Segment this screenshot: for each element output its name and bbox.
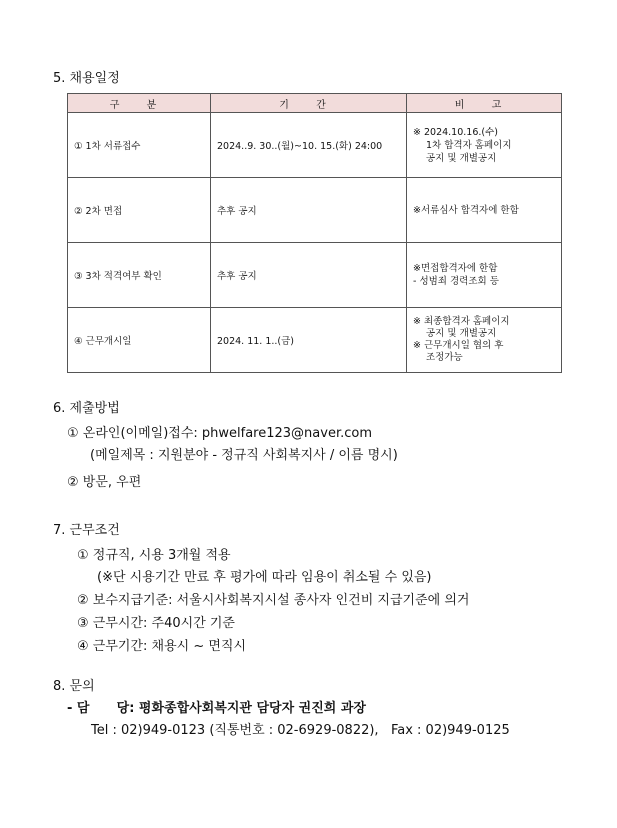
row4-note-4: 조정가능 xyxy=(426,352,463,363)
row3-period: 추후 공지 xyxy=(211,243,407,308)
section8-title: 8. 문의 xyxy=(53,679,95,694)
condition-3: ③ 근무시간: 주40시간 기준 xyxy=(77,616,235,631)
row1-notes xyxy=(407,113,562,178)
row2-period: 추후 공지 xyxy=(211,178,407,243)
contact-person: - 담 당: 평화종합사회복지관 담당자 권진희 과장 xyxy=(67,701,366,716)
contact-phone: Tel : 02)949-0123 (직통번호 : 02-6929-0822), Fax : 02)949-0125 xyxy=(91,723,510,738)
condition-1: ① 정규직, 시용 3개월 적용 xyxy=(77,548,231,563)
submit-visit-mail: ② 방문, 우편 xyxy=(67,475,142,490)
row2-step: ② 2차 면접 xyxy=(68,178,211,243)
row1-step: ① 1차 서류접수 xyxy=(68,113,211,178)
header-period: 기 간 xyxy=(211,94,407,113)
row4-note-3: ※ 근무개시일 협의 후 xyxy=(413,340,504,351)
section5-title: 5. 채용일정 xyxy=(53,71,120,86)
row2-note-1: ※서류심사 합격자에 한함 xyxy=(413,204,519,216)
row4-note-1: ※ 최종합격자 홈페이지 xyxy=(413,316,510,327)
header-notes: 비 고 xyxy=(407,94,562,113)
row1-note-2: 1차 합격자 홈페이지 xyxy=(426,139,512,151)
row1-note-1: ※ 2024.10.16.(수) xyxy=(413,126,498,138)
row3-step: ③ 3차 적격여부 확인 xyxy=(68,243,211,308)
row2-notes xyxy=(407,178,562,243)
row4-step: ④ 근무개시일 xyxy=(68,308,211,373)
table-row xyxy=(68,308,562,373)
table-row xyxy=(68,178,562,243)
table-header-row xyxy=(68,94,562,113)
submit-online: ① 온라인(이메일)접수: phwelfare123@naver.com xyxy=(67,426,372,441)
section7-title: 7. 근무조건 xyxy=(53,523,120,538)
row3-note-1: ※면접합격자에 한함 xyxy=(413,263,498,274)
section6-title: 6. 제출방법 xyxy=(53,401,120,416)
condition-2: ② 보수지급기준: 서울시사회복지시설 종사자 인건비 지급기준에 의거 xyxy=(77,593,470,608)
row3-notes xyxy=(407,243,562,308)
header-category: 구 분 xyxy=(68,94,211,113)
condition-4: ④ 근무기간: 채용시 ~ 면직시 xyxy=(77,639,247,654)
table-row xyxy=(68,113,562,178)
row3-note-2: - 성범죄 경력조회 등 xyxy=(413,276,499,287)
table-row xyxy=(68,243,562,308)
schedule-table xyxy=(67,93,562,373)
row1-period: 2024..9. 30..(월)~10. 15.(화) 24:00 xyxy=(211,113,407,178)
row1-note-3: 공지 및 개별공지 xyxy=(426,152,497,164)
condition-1-note: (※단 시용기간 만료 후 평가에 따라 임용이 취소될 수 있음) xyxy=(97,570,432,585)
submit-email-subject: (메일제목 : 지원분야 - 정규직 사회복지사 / 이름 명시) xyxy=(90,448,398,463)
row4-notes xyxy=(407,308,562,373)
row4-period: 2024. 11. 1..(금) xyxy=(211,308,407,373)
row4-note-2: 공지 및 개별공지 xyxy=(426,328,497,339)
